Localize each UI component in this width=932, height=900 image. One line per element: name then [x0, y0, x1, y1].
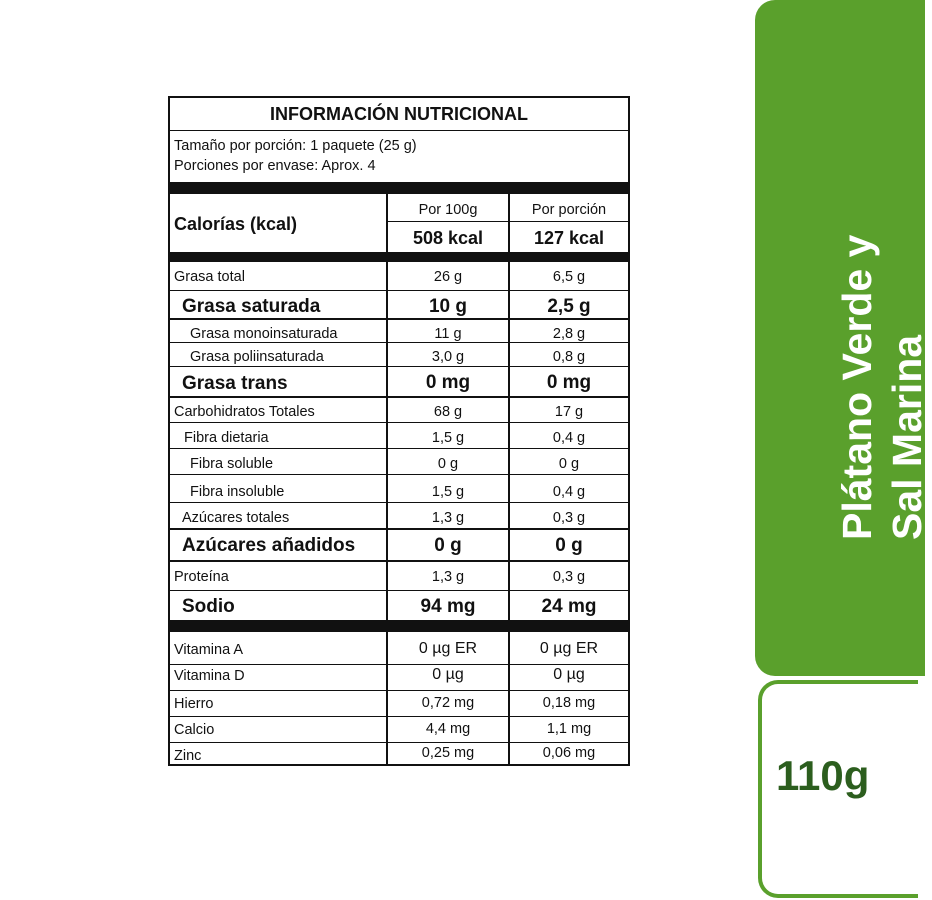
- row-label-azucares-totales: Azúcares totales: [182, 510, 290, 526]
- row-portion-proteina: 0,3 g: [552, 569, 586, 585]
- row-100g-fibra-dietaria: 1,5 g: [431, 430, 465, 446]
- row-100g-azucares-anadidos: 0 g: [434, 535, 462, 556]
- row-label-carbohidratos: Carbohidratos Totales: [174, 404, 315, 420]
- row-portion-grasa-saturada: 2,5 g: [547, 296, 591, 317]
- row-100g-grasa-saturada: 10 g: [428, 296, 468, 317]
- row-portion-fibra-dietaria: 0,4 g: [552, 430, 586, 446]
- vit-label-zinc: Zinc: [174, 748, 202, 764]
- vit-label-a: Vitamina A: [174, 642, 244, 658]
- vit-portion-calcio: 1,1 mg: [546, 721, 592, 737]
- vit-100g-calcio: 4,4 mg: [425, 721, 471, 737]
- product-name: [832, 60, 932, 540]
- row-label-grasa-trans: Grasa trans: [182, 373, 288, 394]
- col-header-portion: Por porción: [531, 202, 607, 218]
- net-weight: 110g: [776, 752, 870, 799]
- row-100g-proteina: 1,3 g: [431, 569, 465, 585]
- row-100g-carbohidratos: 68 g: [433, 404, 463, 420]
- row-portion-carbohidratos: 17 g: [554, 404, 584, 420]
- vit-100g-a: 0 µg ER: [418, 640, 478, 657]
- vit-label-d: Vitamina D: [174, 668, 245, 684]
- row-portion-fibra-insoluble: 0,4 g: [552, 484, 586, 500]
- serving-size: Tamaño por porción: 1 paquete (25 g): [174, 138, 417, 154]
- row-portion-azucares-anadidos: 0 g: [555, 535, 583, 556]
- row-label-grasa-poli: Grasa poliinsaturada: [190, 349, 324, 365]
- row-portion-grasa-mono: 2,8 g: [552, 326, 586, 342]
- vit-label-hierro: Hierro: [174, 696, 214, 712]
- row-100g-grasa-trans: 0 mg: [425, 372, 471, 393]
- servings-per-container: Porciones por envase: Aprox. 4: [174, 158, 376, 174]
- vit-portion-hierro: 0,18 mg: [542, 695, 596, 711]
- row-label-azucares-anadidos: Azúcares añadidos: [182, 535, 356, 556]
- vit-portion-zinc: 0,06 mg: [542, 745, 596, 761]
- vit-100g-d: 0 µg: [432, 666, 464, 683]
- row-label-fibra-dietaria: Fibra dietaria: [184, 430, 269, 446]
- vit-portion-d: 0 µg: [553, 666, 585, 683]
- row-100g-grasa-total: 26 g: [433, 269, 463, 285]
- row-portion-fibra-soluble: 0 g: [558, 456, 580, 472]
- row-100g-grasa-mono: 11 g: [434, 326, 462, 342]
- row-100g-azucares-totales: 1,3 g: [431, 510, 465, 526]
- vit-100g-zinc: 0,25 mg: [421, 745, 475, 761]
- vit-100g-hierro: 0,72 mg: [421, 695, 475, 711]
- row-100g-fibra-soluble: 0 g: [437, 456, 459, 472]
- product-name-line1: Plátano Verde y: [834, 234, 880, 540]
- row-100g-grasa-poli: 3,0 g: [431, 349, 465, 365]
- row-label-grasa-total: Grasa total: [174, 269, 245, 285]
- calories-label: Calorías (kcal): [174, 214, 298, 234]
- row-label-grasa-mono: Grasa monoinsaturada: [190, 326, 338, 342]
- row-100g-fibra-insoluble: 1,5 g: [431, 484, 465, 500]
- col-header-100g: Por 100g: [418, 202, 478, 218]
- row-label-proteina: Proteína: [174, 569, 229, 585]
- row-label-fibra-soluble: Fibra soluble: [190, 456, 274, 472]
- panel-title: INFORMACIÓN NUTRICIONAL: [270, 104, 528, 124]
- row-label-grasa-saturada: Grasa saturada: [182, 296, 321, 317]
- row-100g-sodio: 94 mg: [420, 596, 476, 617]
- row-portion-grasa-poli: 0,8 g: [552, 349, 586, 365]
- row-portion-sodio: 24 mg: [541, 596, 597, 617]
- vit-label-calcio: Calcio: [174, 722, 215, 738]
- calories-100g: 508 kcal: [412, 228, 484, 248]
- nutrition-facts-panel: [168, 96, 630, 766]
- calories-portion: 127 kcal: [533, 228, 605, 248]
- product-name-line2: Sal Marina: [884, 334, 930, 540]
- vit-portion-a: 0 µg ER: [539, 640, 599, 657]
- row-label-sodio: Sodio: [182, 596, 235, 617]
- row-portion-grasa-trans: 0 mg: [546, 372, 592, 393]
- row-portion-grasa-total: 6,5 g: [552, 269, 586, 285]
- row-label-fibra-insoluble: Fibra insoluble: [190, 484, 285, 500]
- row-portion-azucares-totales: 0,3 g: [552, 510, 586, 526]
